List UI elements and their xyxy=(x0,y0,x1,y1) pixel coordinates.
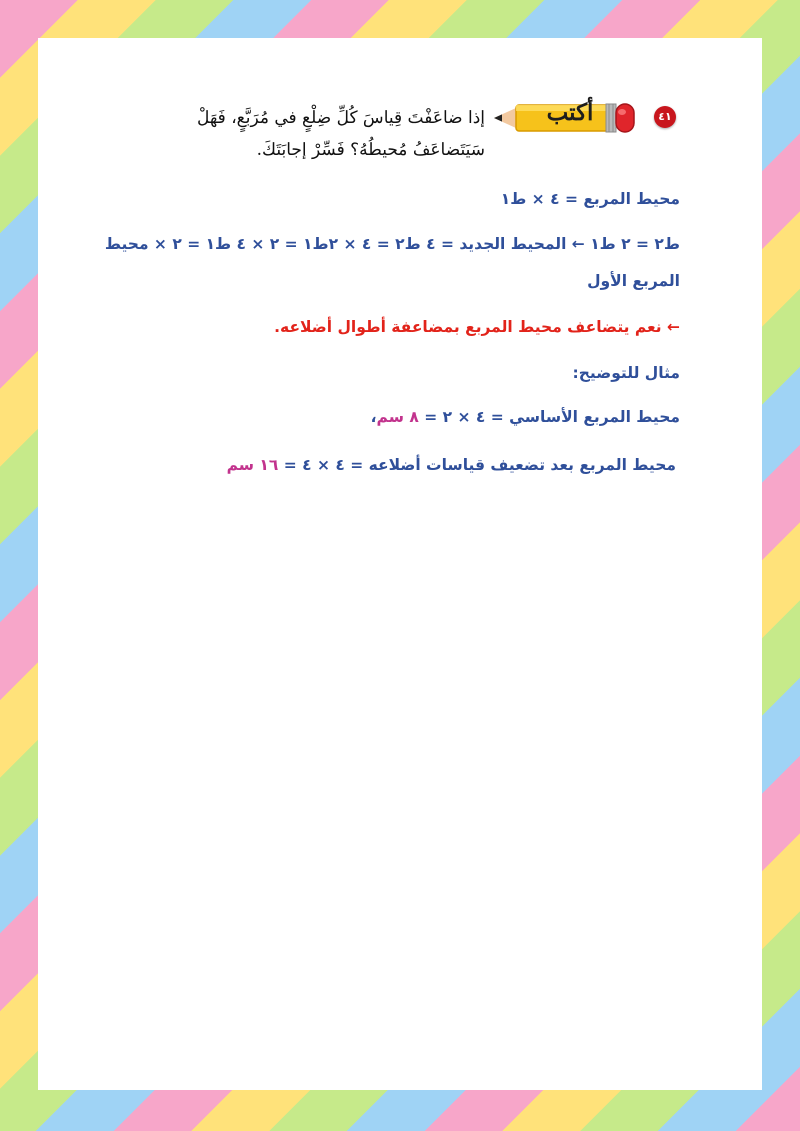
example-line-2 xyxy=(227,456,676,474)
example-heading: مثال للتوضيح: xyxy=(572,364,680,382)
example-2-text: محيط المربع بعد تضعيف قياسات أضلاعه = ٤ × ٤ = xyxy=(278,456,676,474)
page-content xyxy=(38,38,762,1090)
conclusion-text: نعم يتضاعف محيط المربع بمضاعفة أطوال أضلاعه. xyxy=(274,318,662,336)
question-line-1: إذا ضاعَفْتَ قِياسَ كُلِّ ضِلْعٍ في مُرَبَّعٍ، فَهَلْ xyxy=(196,108,485,128)
example-1-suffix: ، xyxy=(370,408,377,426)
answer-line-2-part-2: المحيط الجديد = ٤ ط٢ = ٤ × ٢ط١ = ٢ × ٤ ط١ = ٢ × محيط xyxy=(104,235,567,253)
conclusion-line xyxy=(274,318,680,336)
example-line-1 xyxy=(371,408,680,426)
example-1-result: ٨ سم xyxy=(376,408,419,426)
answer-line-3: المربع الأول xyxy=(587,272,680,290)
answer-line-1: محيط المربع = ٤ × ط١ xyxy=(500,190,680,208)
answer-line-2-part-1: ط٢ = ٢ ط١ xyxy=(590,235,680,253)
example-2-result: ١٦ سم xyxy=(226,456,279,474)
question-number-badge: ٤١ xyxy=(654,106,676,128)
worksheet-page xyxy=(38,38,762,1090)
answer-line-2 xyxy=(105,235,680,253)
example-1-text: محيط المربع الأساسي = ٤ × ٢ = xyxy=(418,408,680,426)
question-text xyxy=(185,102,485,166)
arrow-icon: ← xyxy=(571,235,585,253)
conclusion-arrow-icon: ← xyxy=(667,318,680,336)
question-line-2: سَيَتَضاعَفُ مُحيطُهُ؟ فَسِّرْ إجابَتَكَ. xyxy=(256,140,485,160)
section-label-write: أكتب xyxy=(546,99,594,126)
